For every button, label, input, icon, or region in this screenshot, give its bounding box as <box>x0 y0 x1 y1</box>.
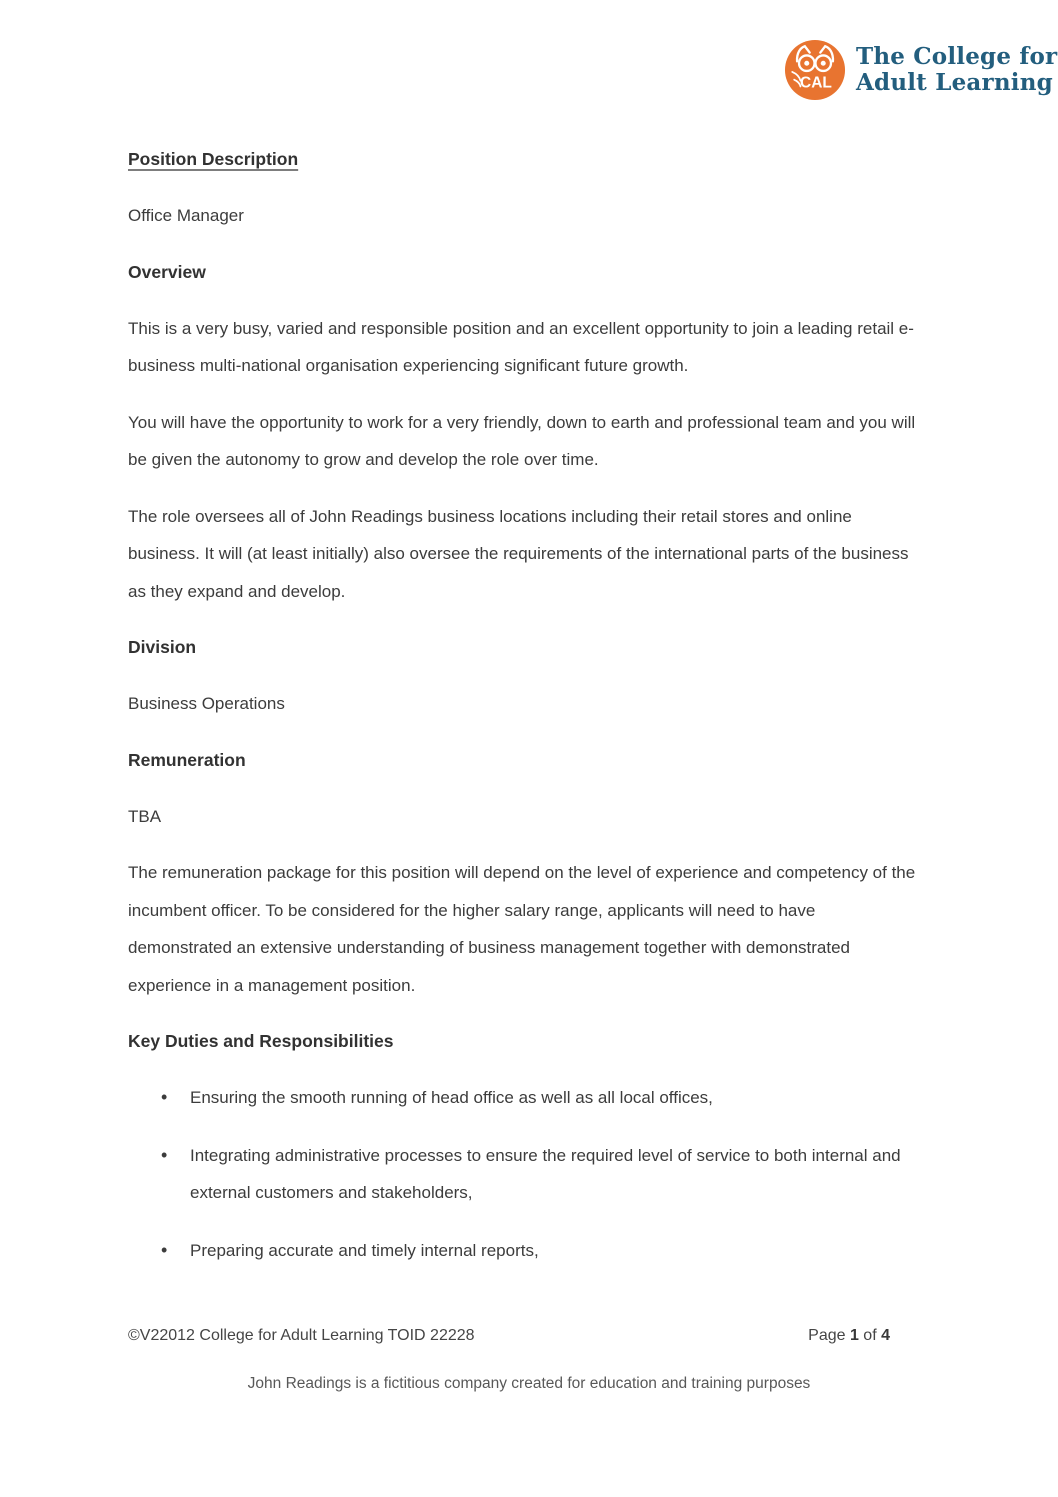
footer-copyright: ©V22012 College for Adult Learning TOID 22228 <box>128 1327 475 1344</box>
page-total: 4 <box>881 1327 890 1344</box>
page-number: 1 <box>849 1327 859 1344</box>
division-heading: Division <box>128 637 197 657</box>
owl-icon <box>784 39 846 101</box>
overview-paragraph-3: The role oversees all of John Readings business locations including their retail stores and online business. It will (at least initially) also oversee the requirements of the international parts of the business as they expand and develop. <box>128 506 909 601</box>
cal-logo <box>784 39 1057 101</box>
logo-name-line2: Adult Learning <box>856 69 1053 96</box>
footer-disclaimer: John Readings is a fictitious company created for education and training purposes <box>247 1375 811 1392</box>
overview-paragraph-2: You will have the opportunity to work for a very friendly, down to earth and professional team and you will be given the autonomy to grow and develop the role over time. <box>128 412 916 469</box>
duty-item: • Preparing accurate and timely internal reports, <box>128 1232 916 1270</box>
logo-wordmark <box>856 44 1057 96</box>
remuneration-value: TBA <box>128 806 162 826</box>
role-title: Office Manager <box>128 206 244 225</box>
remuneration-heading: Remuneration <box>128 749 246 770</box>
division-value: Business Operations <box>128 694 285 713</box>
duty-item: • Ensuring the smooth running of head office as well as all local offices, <box>128 1079 916 1117</box>
duties-heading: Key Duties and Responsibilities <box>128 1031 394 1051</box>
overview-paragraph-1: This is a very busy, varied and responsible position and an excellent opportunity to join a leading retail e-business multi-national organisation experiencing significant future growth. <box>128 318 914 375</box>
page-word: Page <box>808 1327 850 1344</box>
remuneration-detail-paragraph: The remuneration package for this position will depend on the level of experience and competency of the incumbent officer. To be considered for the higher salary range, applicants will need to have demonstrated an extensive understanding of business management together with demonstrated experience in a management position. <box>128 863 916 995</box>
overview-heading: Overview <box>128 261 206 282</box>
logo-name-line1: The College for <box>856 43 1058 70</box>
duties-list <box>128 1079 916 1269</box>
duty-item: • Integrating administrative processes to ensure the required level of service to both internal and external customers and stakeholders, <box>128 1137 916 1212</box>
document-body <box>128 141 916 1289</box>
page-indicator <box>808 1327 890 1345</box>
page-footer <box>128 1327 890 1345</box>
of-word: of <box>858 1327 882 1344</box>
logo-acronym: CAL <box>800 74 832 92</box>
document-title: Position Description <box>128 149 299 169</box>
